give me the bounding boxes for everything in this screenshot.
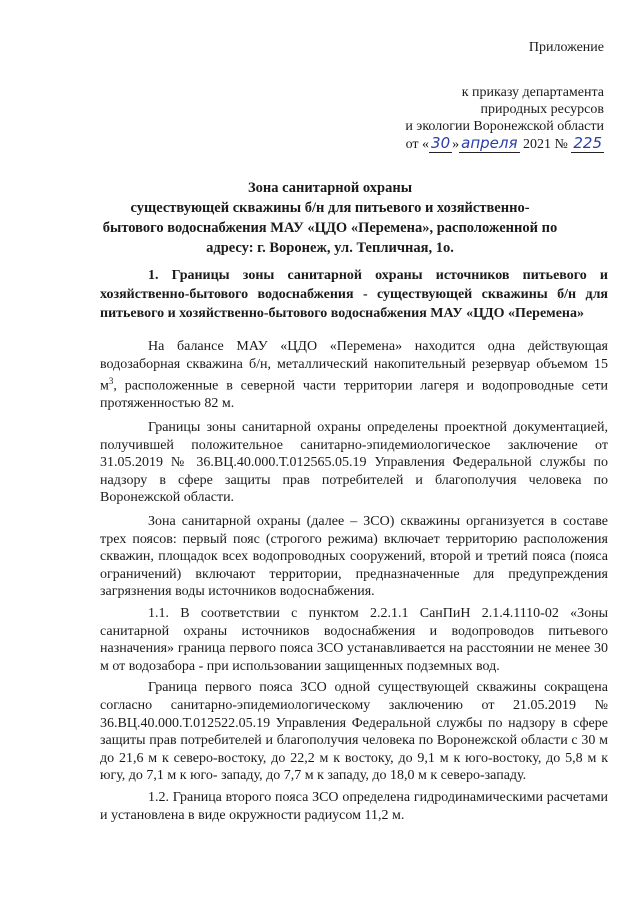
order-line-3: и экологии Воронежской области [405,119,604,134]
superscript: 3 [108,376,114,387]
paragraph-4: 1.1. В соответствии с пунктом 2.2.1.1 СанПиН 2.1.4.1110-02 «Зоны санитарной охраны источников водоснабжения и водопроводов питьевого назначения» граница первого пояса ЗСО устанавливается на расстоянии не менее 30 м от водозабора - при использовании защищенных подземных вод. [100,605,608,674]
title-line-1: Зона санитарной охраны [247,180,413,196]
document-title [60,178,600,258]
paragraph-2: Границы зоны санитарной охраны определены проектной документацией, получившей положительное санитарно-эпидемиологическое заключение от 31.05.2019 № 36.ВЦ.40.000.Т.012565.05.19 Управления Федеральной службы по надзору в сфере защиты прав потребителей и благополучия человека по Воронежской области. [100,420,608,506]
order-line-2: природных ресурсов [480,102,604,117]
section-1-body [100,338,608,824]
order-reference [304,84,604,153]
order-mid: » [452,137,460,152]
paragraph-3: Зона санитарной охраны (далее – ЗСО) скважины организуется в составе трех поясов: первый пояс (строгого режима) включает территорию расположения скважин, площадок всех водопроводных сооружений, второй и третий пояса (пояса ограничений) включают территории, предназначенные для предупреждения загрязнения воды источников водоснабжения. [100,514,608,600]
order-year: 2021 № [523,137,568,152]
paragraph-1: На балансе МАУ «ЦДО «Перемена» находится одна действующая водозаборная скважина б/н, металлический накопительный резервуар объемом 15 $м^3$, расположенные в северной части территории лагеря и водопроводные сети протяженностью 82 м. [100,339,608,412]
paragraph-6: 1.2. Граница второго пояса ЗСО определена гидродинамическими расчетами и установлена в виде окружности радиусом 11,2 м. [100,789,608,823]
title-line-4: адресу: г. Воронеж, ул. Тепличная, 1о. [206,240,454,256]
order-number-handwritten: 225 [573,134,602,152]
order-date-line [304,135,604,153]
title-line-3: бытового водоснабжения МАУ «ЦДО «Перемена», расположенной по [102,220,558,236]
title-line-2: существующей скважины б/н для питьевого и хозяйственно- [130,200,530,216]
section-1-heading: 1. Границы зоны санитарной охраны источников питьевого и хозяйственно-бытового водоснабжения - существующей скважины б/н для питьевого и хозяйственно-бытового водоснабжения МАУ «ЦДО «Перемена» [100,268,608,321]
order-line-1: к приказу департамента [461,85,604,100]
paragraph-5: Граница первого пояса ЗСО одной существующей скважины сокращена согласно санитарно-эпидемиологическому заключению от 21.05.2019 № 36.ВЦ.40.000.Т.012522.05.19 Управления Федеральной службы по надзору в сфере защиты прав потребителей и благополучия человека по Воронежской области с 30 м до 21,6 м к северо-востоку, до 22,2 м к востоку, до 9,1 м к юго-востоку, до 5,8 м к югу, до 7,1 м к юго- западу, до 7,7 м к западу, до 18,0 м к северо-западу. [100,680,608,784]
order-month-handwritten: апреля [461,134,518,152]
appendix-label: Приложение [528,40,604,55]
order-from: от « [405,137,430,152]
order-day-handwritten: 30 [431,134,451,152]
